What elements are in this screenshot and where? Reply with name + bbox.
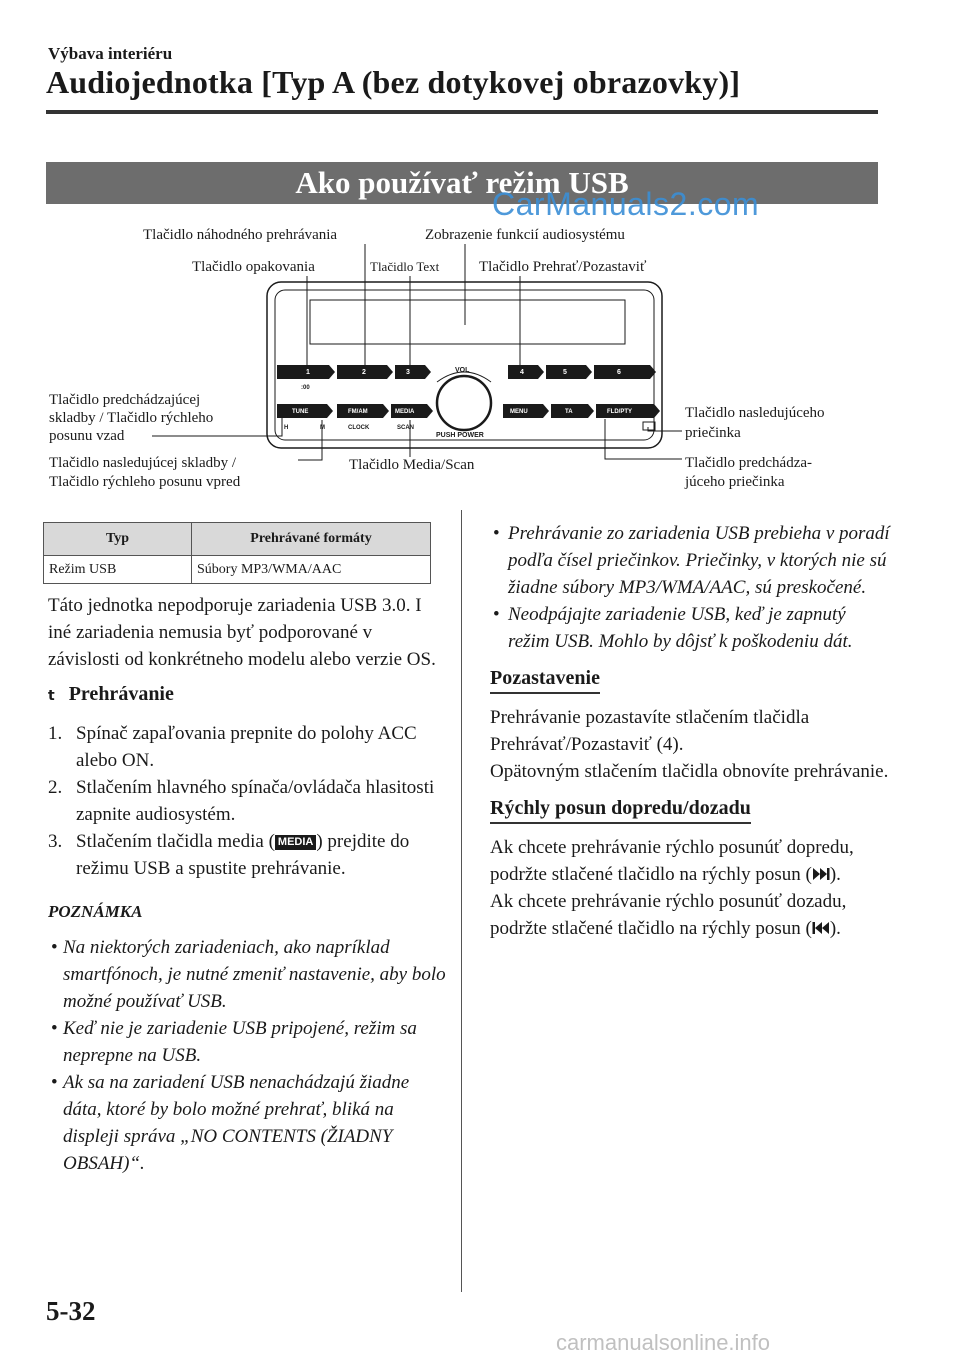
rewind-icon (812, 921, 830, 935)
right-column (490, 520, 890, 942)
label-prev-folder-2: júceho priečinka (685, 474, 785, 490)
table-cell-formats: Súbory MP3/WMA/AAC (192, 556, 431, 584)
playback-heading-text: Prehrávanie (68, 683, 174, 705)
note-item: • Ak sa na zariadení USB nenachádzajú žiadne dáta, ktoré by bolo možné prehrať, bliká na displeji správa „NO CONTENTS (ŽIADNY OBSAH)“. (51, 1072, 410, 1174)
playback-heading (48, 683, 448, 706)
audio-unit-diagram (0, 205, 960, 505)
label-next-track-1: Tlačidlo nasledujúcej skladby / (49, 455, 237, 471)
preset-6-label: 6 (617, 369, 621, 376)
pause-text-1: Prehrávanie pozastavíte stlačením tlačidla Prehrávať/Pozastaviť (4). (490, 707, 810, 755)
intro-paragraph: Táto jednotka nepodporuje zariadenia USB 3.0. I iné zariadenia nemusia byť podporované v závislosti od konkrétneho modelu alebo verzie OS. (48, 595, 436, 670)
pause-heading: Pozastavenie (490, 667, 600, 694)
label-next-folder-2: priečinka (685, 425, 741, 441)
label-next-folder-1: Tlačidlo nasledujúceho (685, 405, 825, 421)
table-cell-type: Režim USB (44, 556, 192, 584)
fast-forward-text: Ak chcete prehrávanie rýchlo posunúť dopredu, podržte stlačené tlačidlo na rýchly posun ( ). (490, 837, 854, 885)
menu-label: MENU (510, 409, 528, 415)
label-media-scan: Tlačidlo Media/Scan (349, 457, 475, 473)
preset-1-sub: :00 (301, 385, 310, 391)
watermark-footer: carmanualsonline.info (556, 1330, 771, 1355)
fast-seek-heading: Rýchly posun dopredu/dozadu (490, 797, 751, 824)
label-shuffle: Tlačidlo náhodného prehrávania (143, 227, 338, 243)
table-header-formats: Prehrávané formáty (192, 523, 431, 556)
step-1: 1. Spínač zapaľovania prepnite do polohy ACC alebo ON. (48, 723, 417, 771)
note-item: • Keď nie je zariadenie USB pripojené, režim sa neprepne na USB. (51, 1018, 417, 1066)
pause-text-2: Opätovným stlačením tlačidla obnovíte prehrávanie. (490, 761, 889, 782)
rewind-text: Ak chcete prehrávanie rýchlo posunúť dozadu, podržte stlačené tlačidlo na rýchly posun ( ). (490, 891, 847, 939)
label-prev-folder-1: Tlačidlo predchádza- (685, 455, 813, 471)
label-prev-track-2: skladby / Tlačidlo rýchleho (49, 410, 214, 426)
note-item: • Prehrávanie zo zariadenia USB prebieha v poradí podľa čísel priečinkov. Priečinky, v ktorých nie sú žiadne súbory MP3/WMA/AAC, sú preskočené. (493, 523, 890, 598)
scan-label: SCAN (397, 425, 415, 431)
formats-table (43, 522, 431, 584)
preset-2-label: 2 (362, 369, 366, 376)
label-display: Zobrazenie funkcií audiosystému (425, 227, 625, 243)
title-rule (46, 110, 878, 114)
section-banner: Ako používať režim USB (46, 162, 878, 204)
page-number: 5-32 (46, 1296, 96, 1326)
tune-label: TUNE (292, 409, 309, 415)
label-prev-track-1: Tlačidlo predchádzajúcej (49, 392, 201, 408)
step-2: 2. Stlačením hlavného spínača/ovládača hlasitosti zapnite audiosystém. (48, 777, 435, 825)
label-text: Tlačidlo Text (370, 259, 440, 274)
note-title: POZNÁMKA (48, 902, 143, 921)
label-repeat: Tlačidlo opakovania (192, 259, 315, 275)
step-3: 3. Stlačením tlačidla media ( MEDIA ) prejdite do režimu USB a spustite prehrávanie. (48, 831, 410, 879)
label-next-track-2: Tlačidlo rýchleho posunu vpred (49, 474, 241, 490)
note-item: • Neodpájajte zariadenie USB, keď je zapnutý režim USB. Mohlo by dôjsť k poškodeniu dát. (493, 604, 853, 652)
media-label: MEDIA (395, 409, 415, 415)
vol-label: VOL (455, 367, 470, 374)
preset-1-label: 1 (306, 369, 310, 376)
watermark-logo: CarManuals2.com (492, 186, 760, 222)
heading-marker: t (48, 688, 55, 704)
table-row (44, 556, 431, 584)
page-title: Audiojednotka [Typ A (bez dotykovej obrazovky)] (46, 64, 741, 100)
label-play-pause: Tlačidlo Prehrať/Pozastaviť (479, 259, 647, 275)
push-power-label: PUSH POWER (436, 432, 484, 439)
left-column (48, 592, 448, 1177)
ta-label: TA (565, 409, 573, 415)
media-button-icon: MEDIA (275, 835, 316, 850)
label-prev-track-3: posunu vzad (49, 428, 125, 444)
preset-4-label: 4 (520, 369, 524, 376)
column-divider (461, 510, 462, 1292)
preset-5-label: 5 (563, 369, 567, 376)
clock-label: CLOCK (348, 425, 370, 431)
table-header-type: Typ (44, 523, 192, 556)
volume-knob (437, 376, 491, 430)
note-item: • Na niektorých zariadeniach, ako napríklad smartfónoch, je nutné zmeniť nastavenie, aby bolo možné používať USB. (51, 937, 446, 1012)
m-label: M (320, 425, 325, 431)
preset-3-label: 3 (406, 369, 410, 376)
fast-forward-icon (812, 867, 830, 881)
h-label: H (284, 425, 289, 431)
fldpty-label: FLD/PTY (607, 409, 632, 415)
fmam-label: FM/AM (348, 409, 368, 415)
section-label: Výbava interiéru (48, 44, 173, 63)
